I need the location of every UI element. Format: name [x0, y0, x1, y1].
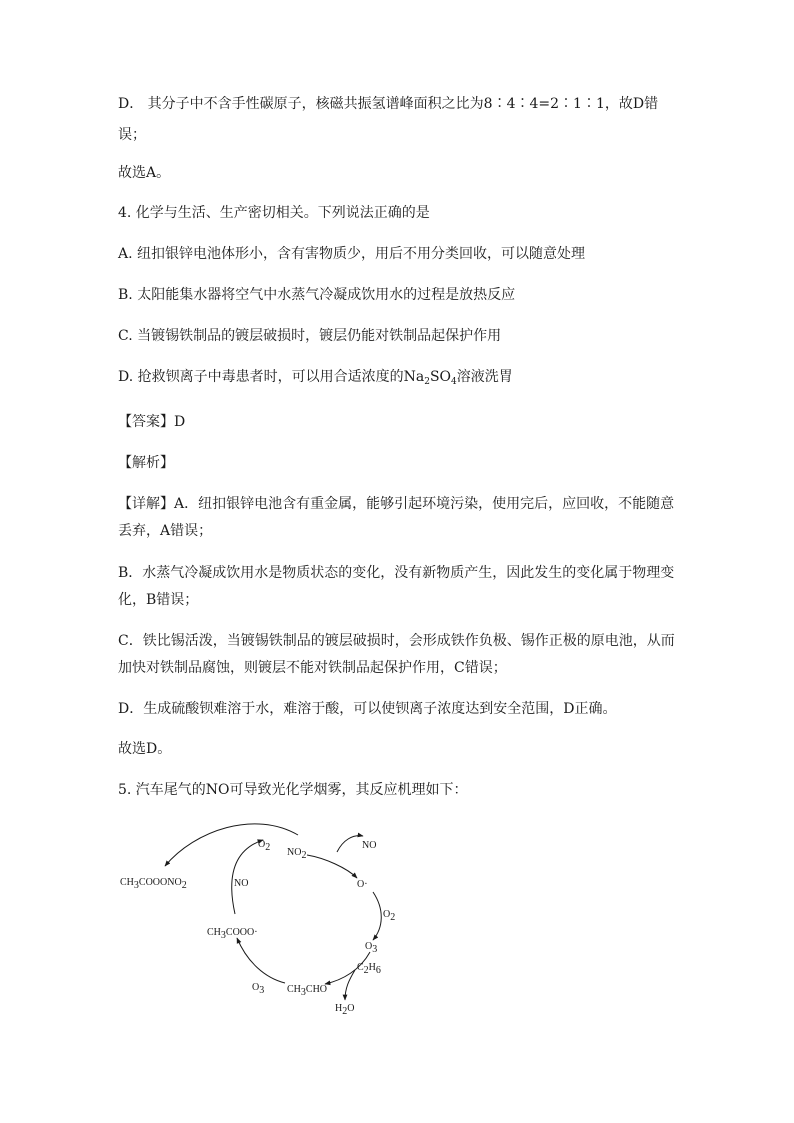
answer: 【答案】D	[118, 414, 186, 430]
formula-na2so4: $Na_2SO_4$	[403, 369, 457, 387]
detail-a-line1: 【详解】A．纽扣银锌电池含有重金属，能够引起环境污染，使用完后，应回收，不能随意	[118, 496, 675, 512]
arrow-ch3cooo-to-no2	[232, 840, 263, 914]
label-no2: NO2	[287, 847, 307, 861]
prev-option-d-line2: 误；	[118, 127, 146, 143]
label-h2o: H2O	[335, 1003, 355, 1017]
option-d-suffix: 溶液洗胃	[456, 369, 513, 385]
reaction-mechanism-diagram	[115, 818, 415, 1023]
label-no-in: NO	[234, 878, 249, 889]
option-d-prefix: D. 抢救钡离子中毒患者时，可以用合适浓度的	[118, 369, 404, 385]
detail-c-line1: C．铁比锡活泼，当镀锡铁制品的镀层破损时，会形成铁作负极、锡作正极的原电池，从而	[118, 633, 675, 649]
option-c: C. 当镀锡铁制品的镀层破损时，镀层仍能对铁制品起保护作用	[118, 328, 502, 344]
detail-c-line2: 加快对铁制品腐蚀，则镀层不能对铁制品起保护作用，C错误；	[118, 660, 507, 676]
label-o2-right: O2	[383, 909, 396, 923]
label-o3: O3	[365, 941, 378, 955]
detail-b-line2: 化，B错误；	[118, 592, 199, 608]
arrow-ch3cho-to-ch3cooo	[237, 938, 285, 983]
arrow-no2-to-o-radical	[307, 855, 357, 878]
label-c2h6: C2H6	[357, 962, 381, 976]
option-d	[118, 367, 513, 392]
arrow-o-radical-to-o3	[373, 892, 381, 940]
analysis-label: 【解析】	[118, 455, 174, 471]
q4-conclusion: 故选D。	[118, 741, 172, 757]
detail-a-line2: 丢弃，A错误；	[118, 523, 213, 539]
arrow-no2-to-no	[337, 836, 363, 852]
option-b: B. 太阳能集水器将空气中水蒸气冷凝成饮用水的过程是放热反应	[118, 287, 516, 303]
prev-option-d-line1: D． 其分子中不含手性碳原子，核磁共振氢谱峰面积之比为8∶4∶4=2∶1∶1，故D错	[118, 96, 659, 112]
detail-d: D．生成硫酸钡难溶于水，难溶于酸，可以使钡离子浓度达到安全范围，D正确。	[118, 701, 617, 717]
prev-conclusion: 故选A。	[118, 165, 171, 181]
label-o3-left: O3	[252, 982, 265, 996]
question-5-stem: 5. 汽车尾气的NO可导致光化学烟雾，其反应机理如下：	[118, 782, 468, 798]
label-ch3cooo: CH3COOO·	[207, 927, 258, 941]
label-no-out: NO	[362, 840, 377, 851]
arrow-to-h2o	[345, 970, 355, 1000]
label-o2-top: O2	[258, 839, 271, 853]
detail-b-line1: B．水蒸气冷凝成饮用水是物质状态的变化，没有新物质产生，因此发生的变化属于物理变	[118, 565, 675, 581]
option-a: A. 纽扣银锌电池体形小，含有害物质少，用后不用分类回收，可以随意处理	[118, 246, 586, 262]
question-4-stem: 4. 化学与生活、生产密切相关。下列说法正确的是	[118, 205, 430, 221]
label-pan: CH3COOONO2	[120, 877, 187, 891]
label-ch3cho: CH3CHO	[287, 984, 328, 998]
label-o-radical: O·	[357, 879, 368, 890]
arrow-no2-to-pan	[165, 824, 298, 866]
